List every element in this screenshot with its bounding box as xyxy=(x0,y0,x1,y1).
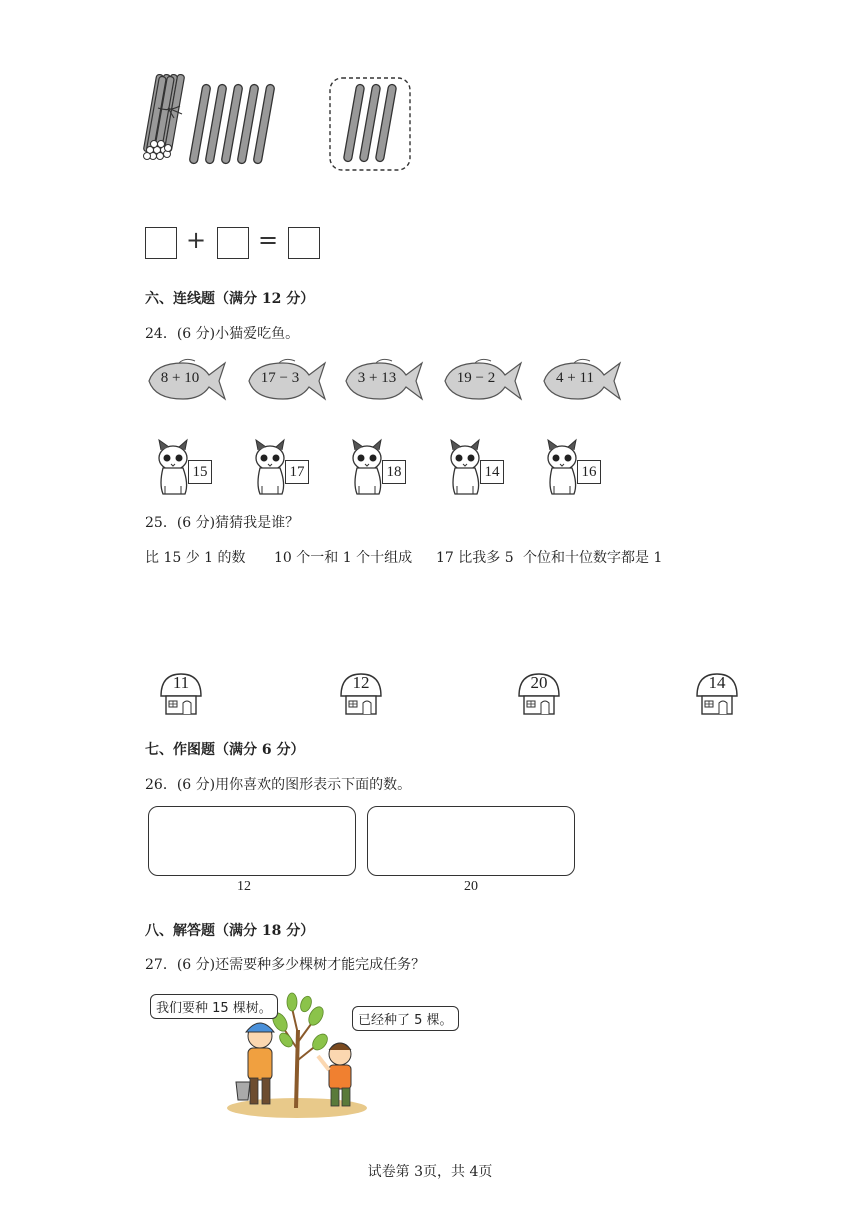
section-8-heading: 八、解答题（满分 18 分） xyxy=(145,923,315,939)
three-sticks-dashed-box-image xyxy=(328,76,414,174)
drawing-label-12: 12 xyxy=(237,879,251,894)
answer-box-3[interactable] xyxy=(288,227,320,259)
clue-2[interactable]: 10 个一和 1 个十组成 xyxy=(274,550,413,566)
drawing-box-12[interactable] xyxy=(148,806,356,876)
equals-sign: = xyxy=(258,226,279,254)
plus-sign: + xyxy=(186,226,207,254)
answer-box-1[interactable] xyxy=(145,227,177,259)
section-6-heading: 六、连线题（满分 12 分） xyxy=(145,291,315,307)
fish-1[interactable] xyxy=(145,357,229,405)
question-26-title: 26．(6 分)用你喜欢的图形表示下面的数。 xyxy=(145,777,412,793)
cat-2[interactable] xyxy=(252,436,314,498)
cat-number: 17 xyxy=(285,460,309,484)
cat-3[interactable] xyxy=(349,436,411,498)
house-number: 14 xyxy=(708,673,726,692)
question-27-title: 27．(6 分)还需要种多少棵树才能完成任务？ xyxy=(145,957,426,973)
clue-3[interactable]: 17 比我多 5 xyxy=(436,550,514,566)
cat-4[interactable] xyxy=(447,436,509,498)
cat-number: 18 xyxy=(382,460,406,484)
speech-bubble-left: 我们要种 15 棵树。 xyxy=(150,994,278,1019)
fish-4[interactable] xyxy=(441,357,525,405)
house-3[interactable] xyxy=(515,670,563,720)
cat-number: 14 xyxy=(480,460,504,484)
question-25-title: 25．(6 分)猜猜我是谁？ xyxy=(145,515,300,531)
answer-box-2[interactable] xyxy=(217,227,249,259)
cat-number: 15 xyxy=(188,460,212,484)
clue-4[interactable]: 个位和十位数字都是 1 xyxy=(523,550,663,566)
five-single-sticks-image xyxy=(186,80,286,166)
house-2[interactable] xyxy=(337,670,385,720)
fish-expression: 3 + 13 xyxy=(357,370,397,386)
speech-bubble-right: 已经种了 5 棵。 xyxy=(352,1006,459,1031)
fish-expression: 19 − 2 xyxy=(456,370,496,386)
house-4[interactable] xyxy=(693,670,741,720)
page-footer: 试卷第 3页，共 4页 xyxy=(367,1164,493,1180)
fish-2[interactable] xyxy=(245,357,329,405)
clue-1[interactable]: 比 15 少 1 的数 xyxy=(145,550,246,566)
cat-1[interactable] xyxy=(155,436,217,498)
house-number: 11 xyxy=(172,673,190,692)
house-number: 12 xyxy=(352,673,370,692)
fish-expression: 8 + 10 xyxy=(160,370,200,386)
fish-expression: 17 − 3 xyxy=(260,370,300,386)
drawing-box-20[interactable] xyxy=(367,806,575,876)
cat-number: 16 xyxy=(577,460,601,484)
fish-5[interactable] xyxy=(540,357,624,405)
drawing-label-20: 20 xyxy=(464,879,478,894)
section-7-heading: 七、作图题（满分 6 分） xyxy=(145,742,305,758)
house-number: 20 xyxy=(530,673,548,692)
fish-3[interactable] xyxy=(342,357,426,405)
house-1[interactable] xyxy=(157,670,205,720)
question-24-title: 24．(6 分)小猫爱吃鱼。 xyxy=(145,326,300,342)
cat-5[interactable] xyxy=(544,436,606,498)
fish-expression: 4 + 11 xyxy=(556,370,594,386)
